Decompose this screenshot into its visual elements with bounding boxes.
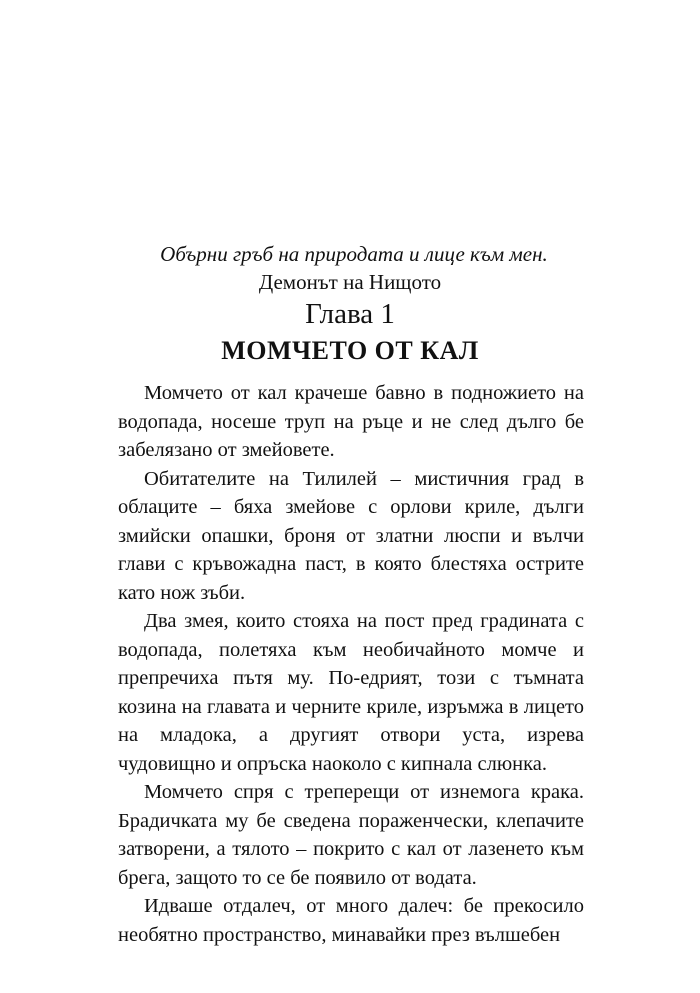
epigraph bbox=[0, 240, 700, 296]
paragraph: Два змея, които стояха на пост пред градината с водопада, полетяха към необичайното момче и препречиха пътя му. По-едрият, този с тъмната козина на главата и черните криле, изръмжа в лицето на младока, а другият отвори уста, изрева чудовищно и опръска наоколо с кипнала слюнка. bbox=[118, 610, 584, 775]
paragraph: Момчето от кал крачеше бавно в подножието на водопада, носеше труп на ръце и не след дълго бе забелязано от змейовете. bbox=[118, 382, 584, 461]
chapter-number: Глава 1 bbox=[305, 298, 395, 330]
epigraph-quote: Обърни гръб на природата и лице към мен. bbox=[160, 242, 548, 266]
paragraph: Момчето спря с треперещи от изнемога крака. Брадичката му бе сведена пораженчески, клепачите затворени, а тялото – покрито с кал от лазенето към брега, защото то се бе появило от водата. bbox=[118, 781, 584, 889]
epigraph-author: Демонът на Нищото bbox=[258, 270, 442, 294]
chapter-body bbox=[118, 379, 584, 949]
chapter-title: МОМЧЕТО ОТ КАЛ bbox=[221, 336, 479, 365]
paragraph: Идваше отдалеч, от много далеч: бе прекосило необятно пространство, минавайки през вълшебен bbox=[118, 895, 584, 946]
paragraph: Обитателите на Тилилей – мистичния град в облаците – бяха змейове с орлови криле, дълги змийски опашки, броня от златни люспи и вълчи глави с кръвожадна паст, в която блестяха острите като нож зъби. bbox=[118, 467, 584, 604]
